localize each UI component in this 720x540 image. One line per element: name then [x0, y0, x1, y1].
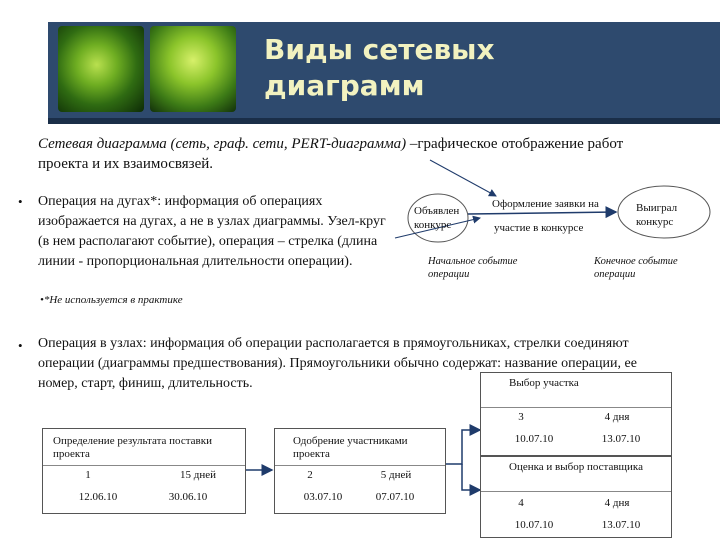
aon-node-duration: 4 дня	[604, 411, 630, 423]
aon-node-duration: 15 дней	[179, 469, 216, 481]
intro-definition: –графическое отображение работ проекта и их взаимосвязей.	[38, 136, 624, 172]
aon-node-number: 4	[518, 497, 524, 509]
aoa-arrow-label-top: Оформление заявки на	[492, 198, 599, 210]
aoa-operation-arrow	[468, 212, 616, 214]
aon-node-1	[42, 428, 246, 514]
bullet-marker: •	[18, 194, 23, 209]
aon-node-finish: 13.07.10	[601, 519, 641, 531]
aon-node-start: 10.07.10	[514, 433, 554, 445]
aon-node-name: Определение результата поставки проекта	[53, 435, 212, 460]
bullet-aon-text: Операция в узлах: информация об операции располагается в прямоугольниках, стрелки соединяют операции (диаграммы предшествования). Прямоугольники обычно содержат: название операции, ее номер, старт, финиш, длительность.	[38, 336, 637, 391]
aon-node-number: 1	[85, 469, 91, 481]
aoa-end-node-label: Выиграл конкурс	[636, 202, 678, 228]
aon-node-start: 03.07.10	[303, 491, 343, 503]
aon-node-start: 12.06.10	[78, 491, 118, 503]
footnote: •*Не используется в практике	[40, 294, 183, 306]
aon-arrow	[444, 430, 480, 464]
aon-node-finish: 07.07.10	[375, 491, 415, 503]
aon-node-3	[480, 372, 672, 456]
aon-node-name: Одобрение участниками проекта	[293, 435, 408, 460]
aon-node-2	[274, 428, 446, 514]
aon-node-start: 10.07.10	[514, 519, 554, 531]
end-event-caption: Конечное событие операции	[594, 256, 678, 280]
aon-node-finish: 30.06.10	[168, 491, 208, 503]
aoa-start-node-label: Объявлен конкурс	[414, 205, 460, 231]
aon-node-finish: 13.07.10	[601, 433, 641, 445]
title-line-2: диаграмм	[264, 69, 425, 102]
aon-node-name: Оценка и выбор поставщика	[509, 461, 643, 473]
aoa-arrow-label-bottom: участие в конкурсе	[494, 222, 584, 234]
intro-term: Сетевая диаграмма (сеть, граф. сети, PERT-диаграмма)	[38, 136, 407, 152]
aon-node-duration: 5 дней	[380, 469, 412, 481]
title-line-1: Виды сетевых	[264, 33, 495, 66]
aon-node-name: Выбор участка	[509, 377, 579, 389]
aon-node-number: 2	[307, 469, 313, 481]
aon-node-number: 3	[518, 411, 524, 423]
bullet-aoa-text: Операция на дугах*: информация об операциях изображается на дугах, а не в узлах диаграммы. Узел-круг (в нем располагают событие), операция – стрелка (длина линии - пропорциональная длительности операции).	[38, 194, 386, 269]
aon-node-4	[480, 456, 672, 538]
pointer-arrow	[430, 160, 496, 196]
aon-arrow	[462, 464, 480, 490]
aon-node-duration: 4 дня	[604, 497, 630, 509]
start-event-caption: Начальное событие операции	[428, 256, 518, 280]
bullet-marker: •	[18, 338, 23, 353]
